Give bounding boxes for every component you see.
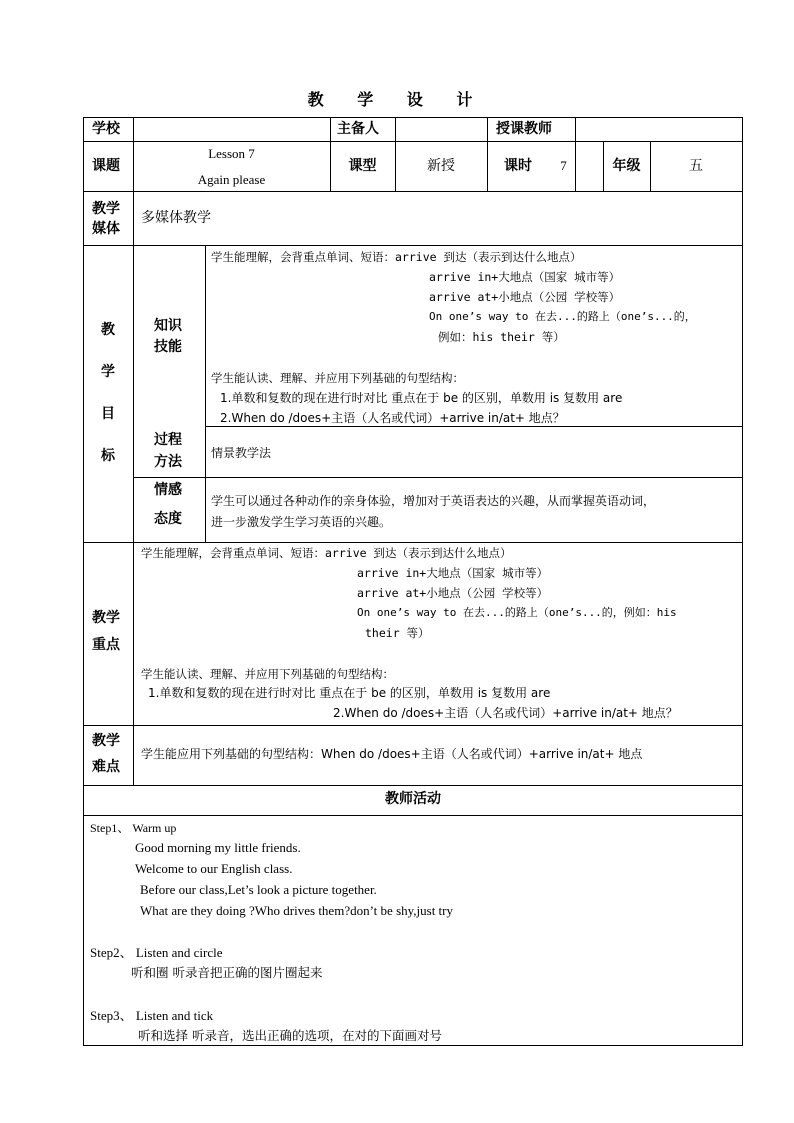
row-divider (84, 785, 742, 786)
knowledge-line: 学生能认读、理解、并应用下列基础的句型结构： (211, 371, 464, 385)
knowledge-label: 技能 (154, 339, 182, 355)
topic-label: 课题 (92, 158, 120, 174)
column-divider (395, 118, 396, 191)
emotion-line: 学生可以通过各种动作的亲身体验，增加对于英语表达的兴趣，从而掌握英语动词， (211, 494, 656, 508)
lesson-title: Lesson 7 (208, 146, 255, 161)
knowledge-line: On one’s way to 在去...的路上（one’s...的， (429, 310, 696, 323)
step3-title: Step3、 Listen and tick (90, 1008, 214, 1023)
hours-label: 课时 (504, 158, 532, 174)
key-point-line: 2.When do /does+主语（人名或代词）+arrive in/at+ 地点？ (333, 706, 678, 720)
objectives-label: 标 (101, 448, 115, 464)
objectives-label: 学 (101, 364, 115, 380)
grade-value: 五 (689, 158, 703, 174)
preparer-label: 主备人 (337, 121, 379, 137)
lesson-subtitle: Again please (197, 172, 266, 187)
grade-label: 年级 (612, 158, 641, 174)
media-label: 教学 (92, 201, 120, 217)
key-point-line: On one’s way to 在去...的路上（one’s...的，例如：his (357, 606, 677, 619)
key-point-line: 1.单数和复数的现在进行时对比 重点在于 be 的区别，单数用 is 复数用 are (148, 686, 551, 700)
column-divider (205, 245, 206, 542)
column-divider (133, 118, 134, 785)
process-label: 方法 (154, 454, 182, 470)
row-divider (84, 542, 742, 543)
row-divider (84, 191, 742, 192)
row-divider (84, 141, 742, 142)
difficulty-label: 教学 (92, 733, 120, 749)
activity-header: 教师活动 (385, 791, 441, 807)
school-label: 学校 (92, 121, 120, 137)
row-divider (84, 815, 742, 816)
knowledge-line: 学生能理解，会背重点单词、短语：arrive 到达（表示到达什么地点） (211, 250, 582, 264)
key-point-line: 学生能认读、理解、并应用下列基础的句型结构： (141, 667, 394, 681)
knowledge-label: 知识 (154, 318, 182, 334)
row-divider (84, 725, 742, 726)
process-label: 过程 (154, 432, 182, 448)
key-point-line: arrive in+大地点（国家 城市等） (357, 566, 549, 580)
step1-line: What are they doing ?Who drives them?don’t be shy,just try (140, 903, 454, 918)
emotion-label: 态度 (154, 511, 182, 527)
row-divider (84, 245, 742, 246)
hours-value: 7 (560, 158, 567, 173)
media-value: 多媒体教学 (141, 210, 211, 226)
key-point-line: their 等） (365, 626, 430, 640)
step1-line: Welcome to our English class. (135, 861, 293, 876)
column-divider (487, 118, 488, 191)
step2-line: 听和圈 听录音把正确的图片圈起来 (131, 965, 323, 980)
objectives-label: 目 (101, 406, 115, 422)
knowledge-line: arrive in+大地点（国家 城市等） (429, 270, 621, 284)
process-value: 情景教学法 (211, 446, 272, 460)
knowledge-line: 例如：his their 等） (438, 330, 565, 344)
type-value: 新授 (427, 158, 455, 174)
knowledge-line: 2.When do /does+主语（人名或代词）+arrive in/at+ 地点？ (220, 411, 565, 425)
column-divider (575, 118, 576, 191)
row-divider (205, 426, 742, 427)
difficulty-value: 学生能应用下列基础的句型结构：When do /does+主语（人名或代词）+arrive in/at+ 地点 (141, 747, 643, 761)
step1-title: Step1、 Warm up (90, 821, 177, 835)
difficulty-label: 难点 (92, 759, 120, 775)
key-point-line: 学生能理解，会背重点单词、短语：arrive 到达（表示到达什么地点） (141, 546, 512, 560)
document-title: 教 学 设 计 (307, 90, 487, 109)
column-divider (330, 118, 331, 191)
objectives-label: 教 (101, 322, 115, 338)
lesson-plan-table (83, 117, 743, 1046)
step3-line: 听和选择 听录音，选出正确的选项，在对的下面画对号 (138, 1028, 442, 1043)
step1-line: Before our class,Let’s look a picture together. (140, 882, 377, 897)
row-divider (133, 477, 742, 478)
step2-title: Step2、 Listen and circle (90, 945, 223, 960)
teacher-label: 授课教师 (496, 121, 552, 137)
knowledge-line: arrive at+小地点（公园 学校等） (429, 290, 621, 304)
key-point-line: arrive at+小地点（公园 学校等） (357, 586, 549, 600)
key-points-label: 重点 (92, 637, 120, 653)
knowledge-line: 1.单数和复数的现在进行时对比 重点在于 be 的区别，单数用 is 复数用 are (220, 391, 623, 405)
key-points-label: 教学 (92, 610, 120, 626)
type-label: 课型 (348, 158, 377, 174)
emotion-label: 情感 (154, 482, 182, 498)
media-label: 媒体 (92, 221, 120, 237)
emotion-line: 进一步激发学生学习英语的兴趣。 (211, 515, 392, 529)
step1-line: Good morning my little friends. (135, 840, 301, 855)
